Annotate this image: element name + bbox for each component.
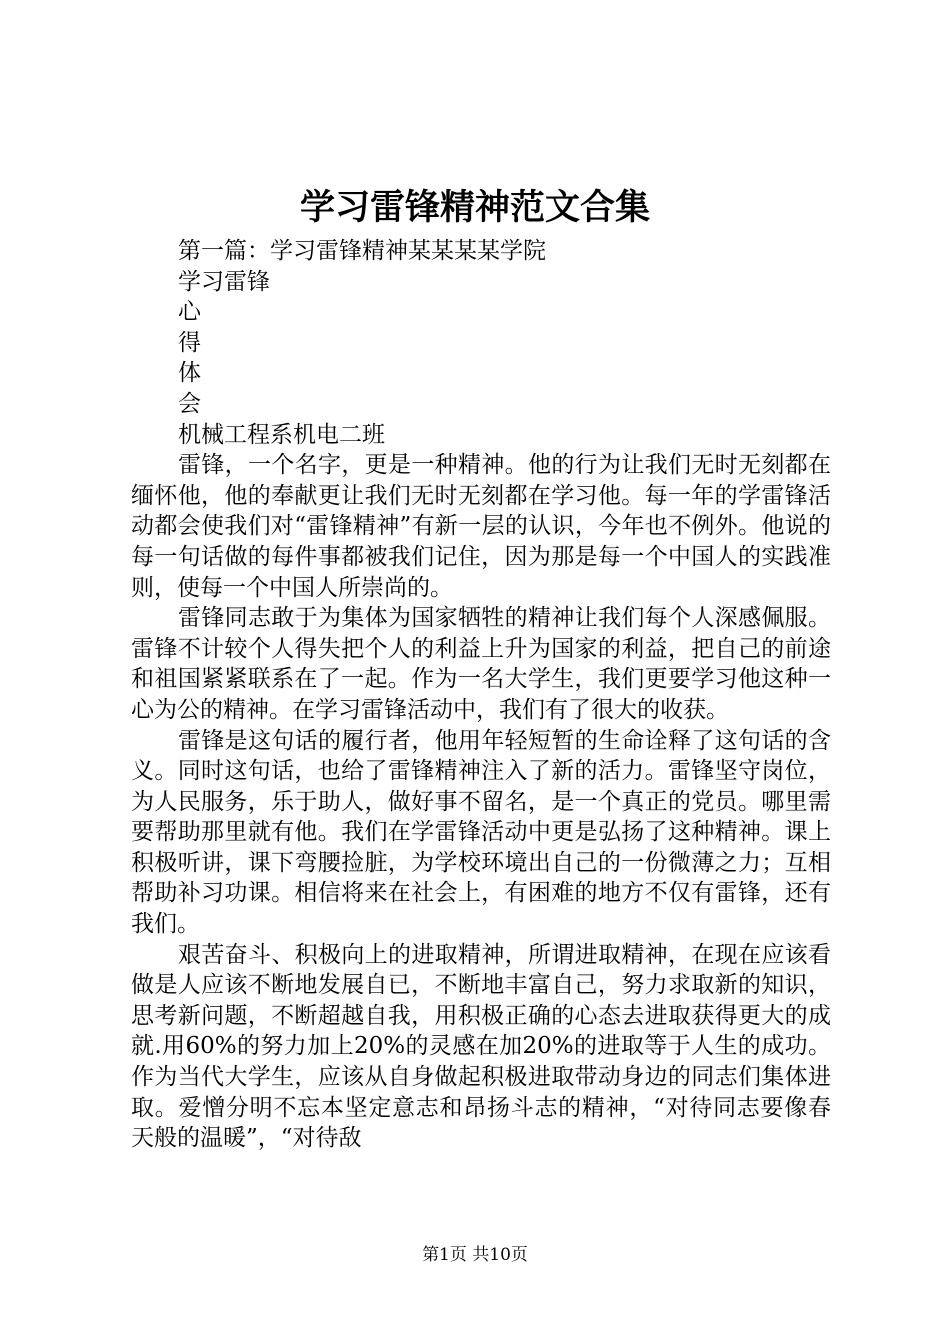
body-paragraph: 雷锋，一个名字，更是一种精神。他的行为让我们无时无刻都在缅怀他，他的奉献更让我们无时无刻都在学习他。每一年的学雷锋活动都会使我们对“雷锋精神”有新一层的认识，今年也不例外。他说的每一句话做的每件事都被我们记住，因为那是每一个中国人的实践准则，使每一个中国人所崇尚的。 (131, 452, 831, 601)
document-body (131, 236, 831, 1154)
section-title-char: 会 (178, 390, 201, 417)
body-paragraph: 艰苦奋斗、积极向上的进取精神，所谓进取精神，在现在应该看做是人应该不断地发展自已，不断地丰富自己，努力求取新的知识，思考新问题，不断超越自我，用积极正确的心态去进取获得更大的成就.用60%的努力加上20%的灵感在加20%的进取等于人生的成功。作为当代大学生，应该从自身做起积极进取带动身边的同志们集体进取。爱憎分明不忘本坚定意志和昂扬斗志的精神，“对待同志要像春天般的温暖”，“对待敌 (131, 941, 831, 1152)
body-paragraph: 雷锋是这句话的履行者，他用年轻短暂的生命诠释了这句话的含义。同时这句话，也给了雷锋精神注入了新的活力。雷锋坚守岗位，为人民服务，乐于助人，做好事不留名，是一个真正的党员。哪里需要帮助那里就有他。我们在学雷锋活动中更是弘扬了这种精神。课上积极听讲，课下弯腰捡脏，为学校环境出自己的一份微薄之力；互相帮助补习功课。相信将来在社会上，有困难的地方不仅有雷锋，还有我们。 (131, 727, 831, 938)
section-title-char: 心 (178, 299, 201, 326)
section-title-line: 学习雷锋 (178, 268, 270, 295)
author-affiliation: 机械工程系机电二班 (178, 421, 385, 448)
section-title-char: 体 (178, 360, 201, 387)
document-title: 学习雷锋精神范文合集 (299, 187, 650, 228)
page-footer: 第1页 共10页 (422, 1245, 528, 1265)
chapter-heading: 第一篇：学习雷锋精神某某某某学院 (178, 238, 546, 264)
section-title-char: 得 (178, 329, 201, 356)
body-paragraph: 雷锋同志敢于为集体为国家牺牲的精神让我们每个人深感佩服。雷锋不计较个人得失把个人的利益上升为国家的利益，把自己的前途和祖国紧紧联系在了一起。作为一名大学生，我们更要学习他这种一心为公的精神。在学习雷锋活动中，我们有了很大的收获。 (131, 605, 831, 723)
